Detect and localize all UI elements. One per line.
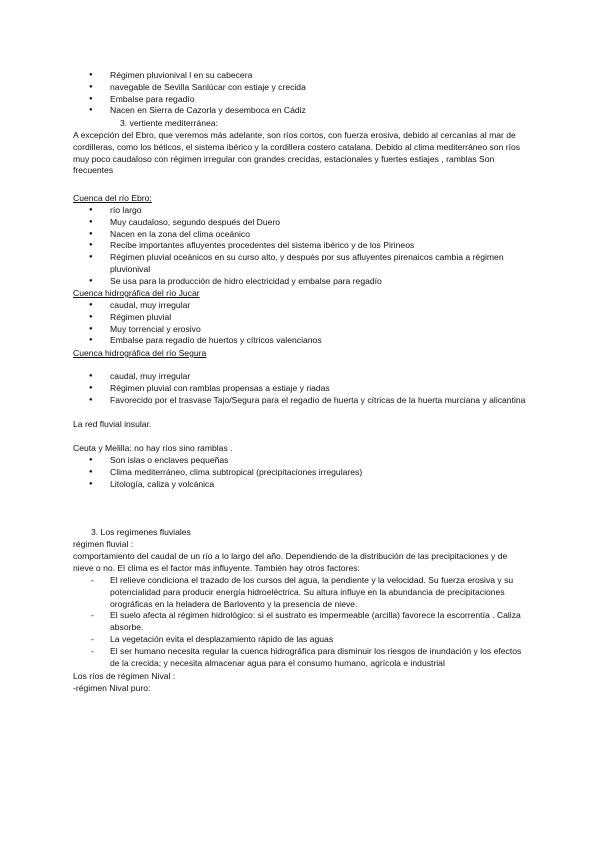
list-item: ● caudal, muy irregular <box>73 300 528 312</box>
factors-list <box>73 575 528 669</box>
list-item: ● Régimen pluvial con ramblas propensas a estiaje y riadas <box>73 383 528 395</box>
list-item: ● Litología, caliza y volcánica <box>73 479 528 491</box>
list-item: ● Muy torrencial y erosivo <box>73 324 528 336</box>
list-item: ● río largo <box>73 205 528 217</box>
mediterranean-paragraph: A excepción del Ebro, que veremos más adelante, son ríos cortos, con fuerza erosiva, debido al cercanías al mar de cordilleras, como los béticos, el sistema ibérico y la cordillera costero catalana. Debido al clima mediterráneo son ríos muy poco caudaloso con régimen irregular con grandes crecidas, estacionales y fuertes estiajes , ramblas Son frecuentes <box>73 130 521 176</box>
list-item: - El suelo afecta al régimen hidrológico: si el sustrato es impermeable (arcilla) favorece la escorrentía . Caliza absorbe. <box>73 610 528 634</box>
list-item: ● Embalse para regadío de huertos y cítricos valencianos <box>73 335 528 347</box>
list-item: ● Muy caudaloso, segundo después del Duero <box>73 217 528 229</box>
list-item: - El relieve condiciona el trazado de los cursos del agua, la pendiente y la velocidad. Su fuerza erosiva y su potencialidad para producir energía hidroeléctrica. Su altura influye en la abundancia de precipitaciones orográficas en la heladera de Barlovento y la presencia de nieve. <box>73 575 528 610</box>
ceuta-list <box>73 455 528 490</box>
list-item: - El ser humano necesita regular la cuenca hidrográfica para disminuir los riesgos de inundación y los efectos de la crecida; y necesita almacenar agua para el consumo humano, agrícola e industrial <box>73 646 528 670</box>
list-item: ● Clima mediterráneo, clima subtropical (precipitaciones irregulares) <box>73 467 528 479</box>
section-heading-mediterranean: 3. vertiente mediterránea: <box>120 118 218 128</box>
segura-list <box>73 371 528 406</box>
regimen-paragraph: comportamiento del caudal de un río a lo largo del año. Dependiendo de la distribución de las precipitaciones y de nieve o no. El clima es el factor más influyente. También hay otros factores: <box>73 551 508 573</box>
regimen-label: régimen fluvial : <box>73 539 134 549</box>
jucar-heading: Cuenca hidrográfica del río Jucar <box>73 288 200 298</box>
list-item: ● Régimen pluvionival l en su cabecera <box>73 70 528 82</box>
list-item: ● Recibe importantes afluyentes procedentes del sistema ibérico y de los Pirineos <box>73 240 528 252</box>
ebro-heading: Cuenca del río Ebro: <box>73 193 152 203</box>
nival-puro-line: -régimen Nival puro: <box>73 683 151 693</box>
ceuta-melilla-line: Ceuta y Melilla: no hay ríos sino ramblas . <box>73 443 233 453</box>
list-item: ● Nacen en Sierra de Cazorla y desemboca en Cádiz <box>73 105 528 117</box>
list-item: ● Favorecido por el trasvase Tajo/Segura para el regadío de huerta y cítricas de la huerta murciana y alicantina <box>73 395 528 407</box>
top-bullet-list <box>73 70 528 117</box>
list-item: - La vegetación evita el desplazamiento rápido de las aguas <box>73 634 528 646</box>
jucar-list <box>73 300 528 347</box>
list-item: ● Son islas o enclaves pequeñas <box>73 455 528 467</box>
list-item: ● Nacen en la zona del clima oceánico <box>73 229 528 241</box>
insular-network-line: La red fluvial insular. <box>73 419 152 429</box>
list-item: ● navegable de Sevilla Sanlúcar con estiaje y crecida <box>73 82 528 94</box>
section-heading-regimes: 3. Los regímenes fluviales <box>91 527 191 537</box>
list-item: ● caudal, muy irregular <box>73 371 528 383</box>
list-item: ● Régimen pluvial oceánicos en su curso alto, y después por sus afluyentes pirenaicos cambia a régimen pluvionival <box>73 252 528 276</box>
nival-rivers-line: Los ríos de régimen Nival : <box>73 671 176 681</box>
list-item: ● Se usa para la producción de hidro electricidad y embalse para regadío <box>73 276 528 288</box>
list-item: ● Embalse para regadío <box>73 94 528 106</box>
list-item: ● Régimen pluvial <box>73 312 528 324</box>
segura-heading: Cuenca hidrográfica del río Segura <box>73 348 207 358</box>
ebro-list <box>73 205 528 288</box>
